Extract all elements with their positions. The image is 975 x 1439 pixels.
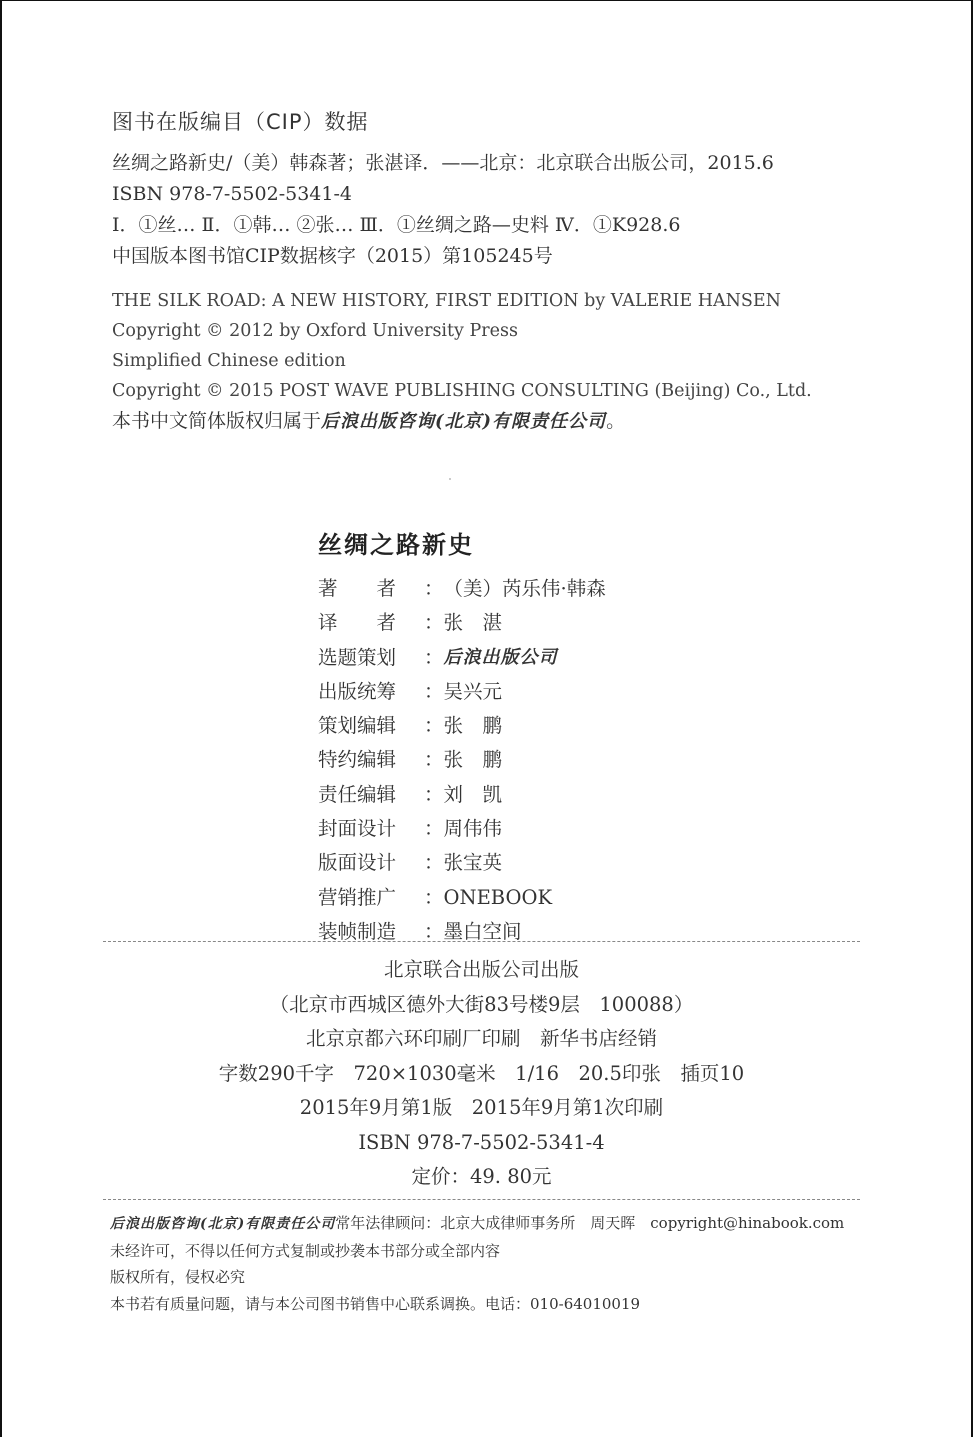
credit-row-layout-design (318, 846, 838, 880)
credit-colon: ： (424, 919, 444, 943)
credit-colon: ： (424, 714, 444, 738)
footer-block (110, 1210, 870, 1317)
rights-statement (112, 406, 872, 437)
cip-block (112, 106, 872, 437)
credit-row-planning (318, 641, 838, 675)
credits-block (318, 528, 838, 949)
english-edition-note: Simplified Chinese edition (112, 351, 346, 371)
credit-label: 译 者 (318, 611, 397, 635)
credit-value: 张 湛 (443, 611, 503, 635)
credit-label: 责任编辑 (318, 782, 397, 806)
credit-label: 封面设计 (318, 817, 397, 841)
rights-company: 后浪出版咨询(北京)有限责任公司 (321, 411, 607, 432)
credit-value: 张宝英 (443, 851, 503, 875)
credit-colon: ： (424, 851, 444, 875)
credit-value: （美）芮乐伟·韩森 (443, 577, 606, 600)
cip-heading: 图书在版编目（CIP）数据 (112, 110, 369, 134)
cip-line-isbn: ISBN 978-7-5502-5341-4 (112, 183, 352, 205)
credit-colon: ： (424, 885, 444, 909)
footer-counsel-line (110, 1210, 870, 1238)
imprint-publisher: 北京联合出版公司出版 (383, 958, 579, 981)
imprint-edition: 2015年9月第1版 2015年9月第1次印刷 (299, 1096, 664, 1119)
footer-no-copy: 未经许可，不得以任何方式复制或抄袭本书部分或全部内容 (110, 1241, 501, 1260)
credit-label: 版面设计 (318, 851, 397, 875)
credit-value: 吴兴元 (443, 679, 503, 703)
footer-quality-contact: 本书若有质量问题，请与本公司图书销售中心联系调换。电话：010-64010019 (110, 1294, 641, 1313)
english-title-line: THE SILK ROAD: A NEW HISTORY, FIRST EDITION by VALERIE HANSEN (112, 291, 781, 311)
credit-label: 特约编辑 (318, 748, 397, 772)
credit-colon: ： (424, 782, 444, 806)
credit-row-responsible-editor (318, 778, 838, 812)
credit-value: ONEBOOK (443, 885, 553, 909)
cip-line-record: 中国版本图书馆CIP数据核字（2015）第105245号 (112, 245, 553, 267)
imprint-specs: 字数290千字 720×1030毫米 1/16 20.5印张 插页10 (218, 1061, 745, 1085)
credit-value: 张 鹏 (443, 748, 503, 772)
credit-value: 后浪出版公司 (443, 646, 558, 668)
credit-row-binding (318, 915, 838, 949)
imprint-address: （北京市西城区德外大街83号楼9层 100088） (269, 992, 694, 1016)
imprint-isbn: ISBN 978-7-5502-5341-4 (358, 1130, 605, 1154)
credit-colon: ： (424, 679, 444, 703)
rights-suffix: 。 (606, 410, 626, 432)
english-copyright-chinese: Copyright © 2015 POST WAVE PUBLISHING CONSULTING (Beijing) Co., Ltd. (112, 381, 812, 401)
credit-colon: ： (424, 577, 444, 600)
divider-dashed-top (103, 941, 860, 942)
credit-colon: ： (424, 645, 444, 669)
credit-row-cover-design (318, 812, 838, 846)
credit-value: 周伟伟 (443, 817, 503, 841)
credit-colon: ： (424, 611, 444, 635)
credit-row-coordination (318, 675, 838, 709)
credit-colon: ： (424, 817, 444, 841)
credit-row-marketing (318, 881, 838, 915)
credit-value: 张 鹏 (443, 714, 503, 738)
credit-label: 选题策划 (318, 645, 397, 669)
credit-label: 出版统筹 (318, 679, 397, 703)
cip-line-title: 丝绸之路新史/（美）韩森著；张湛译．——北京：北京联合出版公司，2015.6 (112, 152, 774, 174)
credit-row-author (318, 572, 838, 606)
credit-value: 墨白空间 (443, 919, 522, 943)
credit-label: 著 者 (318, 577, 397, 600)
credit-label: 策划编辑 (318, 714, 397, 738)
credit-row-special-editor (318, 743, 838, 777)
english-copyright-original: Copyright © 2012 by Oxford University Press (112, 321, 518, 341)
credit-value: 刘 凯 (443, 782, 503, 806)
credit-row-translator (318, 606, 838, 640)
footer-counsel: 常年法律顾问：北京大成律师事务所 周天晖 (335, 1214, 636, 1232)
rights-prefix: 本书中文简体版权归属于 (112, 410, 322, 432)
book-title: 丝绸之路新史 (318, 530, 474, 559)
footer-company: 后浪出版咨询(北京)有限责任公司 (110, 1216, 336, 1232)
cip-line-subjects: Ⅰ．①丝… Ⅱ．①韩… ②张… Ⅲ．①丝绸之路—史料 Ⅳ．①K928.6 (112, 214, 681, 236)
imprint-printer: 北京京都六环印刷厂印刷 新华书店经销 (305, 1027, 657, 1050)
imprint-block (103, 953, 860, 1195)
footer-email: copyright@hinabook.com (650, 1214, 845, 1232)
credit-label: 装帧制造 (318, 919, 397, 943)
footer-rights-reserved: 版权所有，侵权必究 (110, 1268, 246, 1286)
credit-row-planning-editor (318, 709, 838, 743)
credit-colon: ： (424, 748, 444, 772)
divider-dashed-bottom (103, 1199, 860, 1200)
imprint-price: 定价：49. 80元 (411, 1165, 552, 1188)
print-speck (449, 478, 451, 480)
credit-label: 营销推广 (318, 885, 397, 909)
